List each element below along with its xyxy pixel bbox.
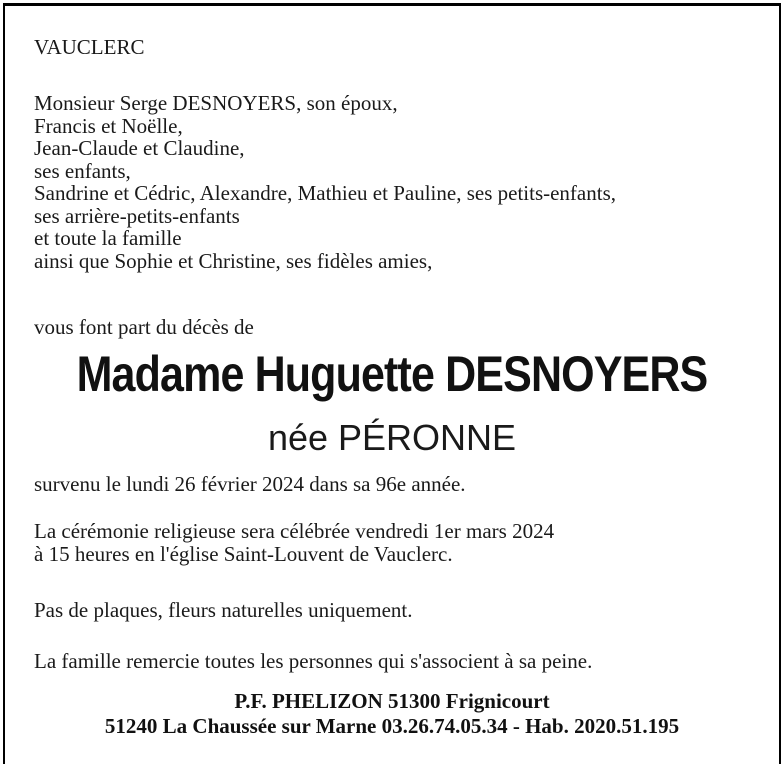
funeral-home-contact: 51240 La Chaussée sur Marne 03.26.74.05.34 - Hab. 2020.51.195 [104, 714, 680, 738]
family-line: Monsieur Serge DESNOYERS, son époux, [34, 91, 398, 115]
family-line: et toute la famille [34, 226, 182, 250]
family-line: Francis et Noëlle, [34, 113, 183, 138]
family-line: ses enfants, [34, 158, 131, 183]
ceremony-line: à 15 heures en l'église Saint-Louvent de Vauclerc. [34, 541, 453, 566]
family-line: Jean-Claude et Claudine, [34, 136, 245, 160]
family-line: Sandrine et Cédric, Alexandre, Mathieu et Pauline, ses petits-enfants, [34, 181, 617, 205]
location-header [34, 36, 144, 59]
thanks-text: La famille remercie toutes les personnes qui s'associent à sa peine. [34, 649, 593, 673]
family-line: ainsi que Sophie et Christine, ses fidèles amies, [34, 248, 433, 273]
death-details [34, 473, 466, 496]
ceremony-info [34, 520, 554, 565]
family-line: ses arrière-petits-enfants [34, 203, 240, 228]
family-list [34, 92, 616, 272]
deceased-name: Madame Huguette DESNOYERS [76, 346, 708, 402]
flowers-note [34, 599, 412, 622]
location-text: VAUCLERC [34, 35, 145, 59]
funeral-home-name: P.F. PHELIZON 51300 Frignicourt [234, 689, 550, 713]
announcement [34, 316, 254, 339]
funeral-home-footer [5, 689, 779, 739]
announcement-text: vous font part du décès de [34, 315, 254, 339]
death-details-text: survenu le lundi 26 février 2024 dans sa 96e année. [34, 472, 466, 496]
flowers-note-text: Pas de plaques, fleurs naturelles uniquement. [34, 598, 413, 622]
obituary-notice [3, 3, 781, 764]
maiden-name: née PÉRONNE [267, 417, 517, 458]
thanks-note [34, 650, 592, 673]
ceremony-line: La cérémonie religieuse sera célébrée vendredi 1er mars 2024 [34, 519, 555, 543]
